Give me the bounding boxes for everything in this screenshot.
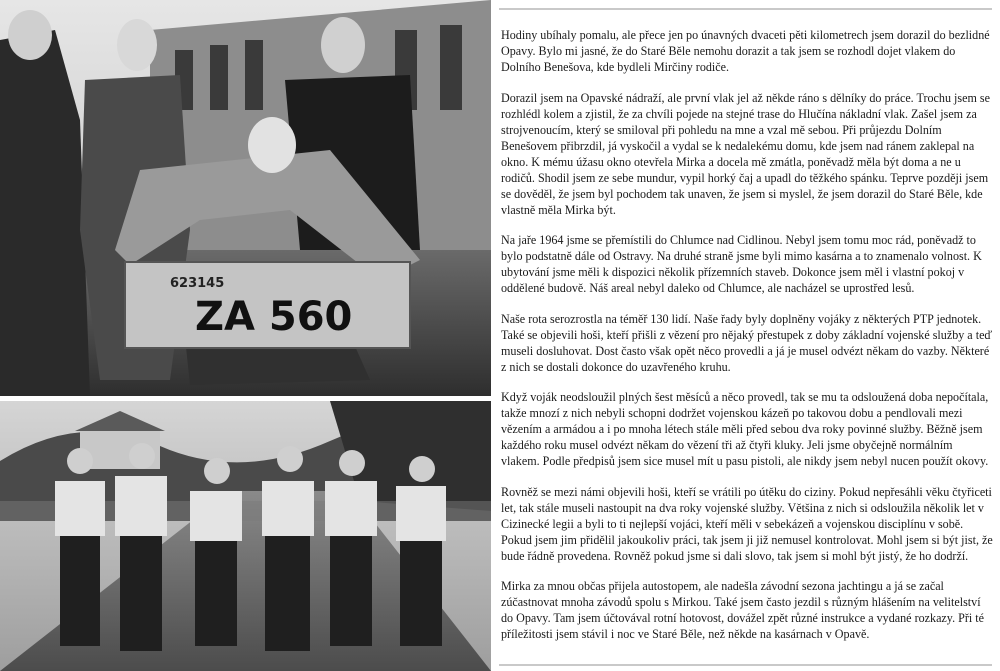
photo-soldiers-walking-image xyxy=(0,401,491,671)
paragraph-5: Když voják neodsloužil plných šest měsíců a něco provedl, tak se mu ta odsloužená doba nepočítala, takže mnozí z nich nebyli schopni dodržet vojenskou kázeň po takovou dobu a pendlovali mezi vězením a armádou a i po mnoha létech stále měli před sebou dva roky povinné služby. Běžně jsem každého roku musel odvézt někam do vězení tři až čtyři kluky. Jeli jsme obyčejně normálním vlakem. Podle předpisů jsem sice musel mít u pasu pistoli, ale nikdy jsem nebyl nucen použít okovy. xyxy=(501,390,989,468)
paragraph-4: Naše rota serozrostla na téměř 130 lidí. Naše řady byly doplněny vojáky z některých PTP jednotek. Také se objevili hoši, kteří přišli z vězení pro nějaký přestupek z doby základní vojenské služby a teď museli dosluhovat. Dost často však opět něco provedli a já je musel odvézt někam do vazby. Některé z nich se dostali dokonce do uzavřeného kruhu. xyxy=(501,311,993,374)
article-text xyxy=(501,27,993,657)
photo-men-with-sign xyxy=(0,0,491,396)
divider-top xyxy=(499,8,992,10)
sign-number: 623145 xyxy=(170,276,225,291)
paragraph-3: Na jaře 1964 jsme se přemístili do Chlumce nad Cidlinou. Nebyl jsem tomu moc rád, poněvadž to bylo podstatně dále od Ostravy. Na druhé straně jsme byli mimo kasárna a to znamenalo volnost. K ubytování jsme měli k dispozici několik přízemních staveb. Dokonce jsem měl i vlastní pokoj v oddělené budově. Náš areal nebyl daleko od Chlumce, ale nacházel se uprostřed lesů. xyxy=(501,233,982,295)
paragraph-1: Hodiny ubíhaly pomalu, ale přece jen po únavných dvaceti pěti kilometrech jsem dorazil do bezlidné Opavy. Bylo mi jasné, že do Staré Běle nemohu dorazit a tak jsem se rozhodl dojet vlakem do Dolního Benešova, kde bydleli Mirčiny rodiče. xyxy=(501,28,990,74)
sign-text: ZA 560 xyxy=(195,294,353,340)
paragraph-2: Dorazil jsem na Opavské nádraží, ale první vlak jel až někde ráno s dělníky do práce. Trochu jsem se rozhlédl kolem a zjistil, že za chvíli pojede na stejné trase do Hlučína nákladní vlak. Zašel jsem za strojvenoucím, který se smiloval při pohledu na mne a vzal mě sebou. Při průjezdu Dolním Benešovem přibrzdil, já vyskočil a vydal se k nedalekému domu, kde jsem nad ránem zaklepal na okno. K mému úžasu okno otevřela Mirka a docela mě zmátla, poněvadž měla být doma a ne u rodičů. Shodil jsem ze sebe mundur, vypil horký čaj a upadl do těžkého spánku. Teprve později jsem se dověděl, že jsem byl pochodem tak unaven, že jsem si myslel, že jsem dorazil do Staré Běle, kde vlastně měla Mirka být. xyxy=(501,90,990,217)
photo-soldiers-walking xyxy=(0,401,491,671)
paragraph-7: Mirka za mnou občas přijela autostopem, ale nadešla závodní sezona jachtingu a já se začal zúčastnovat mnoha závodů spolu s Mirkou. Také jsem často jezdil s různým hlášením na velitelství do Opavy. Tam jsem účtovával rotní hotovost, dovážel zpět různé instrukce a vydané rozkazy. Při té příležitosti jsem stávil i noc ve Staré Běle, než někde na kasárnach v Opavě. xyxy=(501,579,984,641)
divider-bottom xyxy=(499,664,992,666)
paragraph-6: Rovněž se mezi námi objevili hoši, kteří se vrátili po útěku do ciziny. Pokud nepřesáhli věku čtyřiceti let, tak stále museli nastoupit na dva roky vojenské služby. Většina z nich si odsloužila několik let v Cizinecké legii a byli to ti nejlepší vojáci, kteří měli v sebekázeň a vojenskou disciplínu v sobě. Pokud jsem jim přidělil jakoukoliv práci, tak jsem ji již nemusel kontrolovat. Mohl jsem si být jist, že bude řádně provedena. Rovněž pokud jsme si dali slovo, tak jsem si mohl být jistý, že ho dodrží. xyxy=(501,484,993,563)
photo-men-with-sign-image xyxy=(0,0,491,396)
